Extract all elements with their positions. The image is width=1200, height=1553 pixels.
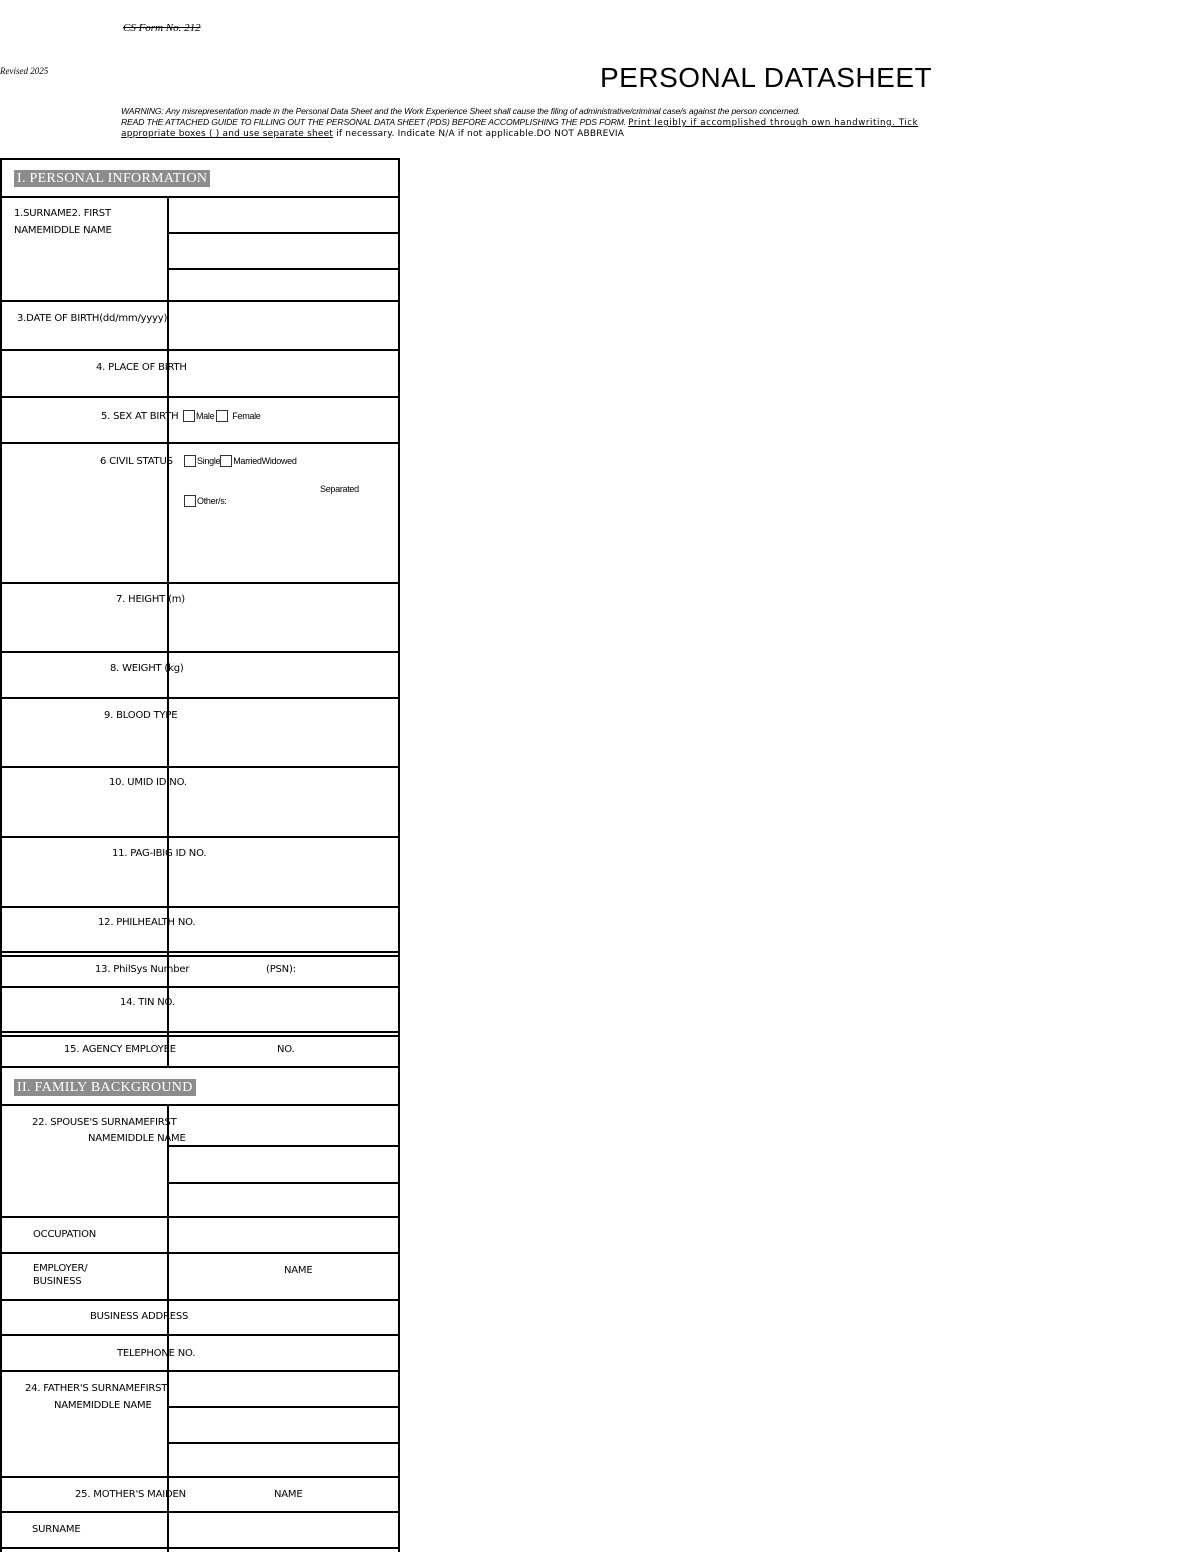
- label-place-of-birth: 4. PLACE OF BIRTH: [96, 362, 187, 373]
- father-surname-field[interactable]: [210, 1373, 396, 1405]
- row-line: [0, 158, 400, 160]
- spouse-surname-field[interactable]: [215, 1107, 396, 1143]
- label-father-line1: 24. FATHER'S SURNAMEFIRST: [25, 1383, 168, 1394]
- middle-name-field[interactable]: [170, 271, 396, 299]
- warning-line-1: WARNING: Any misrepresentation made in the Personal Data Sheet and the Work Experience Sheet shall cause the filing of administrative/criminal case/s against the person concerned.: [121, 106, 801, 116]
- section-personal-information: I. PERSONAL INFORMATION: [14, 170, 210, 187]
- row-line: [167, 1406, 400, 1408]
- row-line: [0, 766, 400, 768]
- row-line: [0, 582, 400, 584]
- option-separated: Separated: [320, 484, 359, 494]
- label-spouse-line1: 22. SPOUSE'S SURNAMEFIRST: [32, 1117, 177, 1128]
- label-philsys-psn: (PSN):: [266, 964, 296, 975]
- label-surname-line1: 1.SURNAME2. FIRST: [14, 208, 111, 219]
- label-mother-name: NAME: [274, 1489, 303, 1500]
- mother-maiden-name-field[interactable]: [315, 1479, 396, 1510]
- occupation-field[interactable]: [170, 1219, 396, 1251]
- row-line: [0, 1216, 400, 1218]
- row-line: [0, 1370, 400, 1372]
- row-line: [167, 1442, 400, 1444]
- label-surname-line2: NAMEMIDDLE NAME: [14, 225, 112, 236]
- row-line: [0, 1334, 400, 1336]
- height-field[interactable]: [205, 616, 396, 650]
- row-line: [0, 196, 400, 198]
- label-philsys: 13. PhilSys Number: [95, 964, 190, 975]
- row-line: [0, 1252, 400, 1254]
- tin-field[interactable]: [190, 989, 396, 1029]
- label-blood-type: 9. BLOOD TYPE: [104, 710, 178, 721]
- row-line: [0, 1066, 400, 1068]
- row-line: [167, 1145, 400, 1147]
- form-number: CS Form No. 212: [123, 22, 201, 34]
- label-tin: 14. TIN NO.: [120, 997, 175, 1008]
- row-line: [167, 232, 400, 234]
- date-of-birth-field[interactable]: [200, 303, 396, 347]
- label-sex-at-birth: [101, 408, 261, 425]
- warning-print-legibly: Print legibly if accomplished through own handwriting. Tick: [628, 118, 919, 128]
- label-agency-employee: 15. AGENCY EMPLOYEE: [64, 1044, 176, 1055]
- form-column-divider-family: [167, 1106, 169, 1552]
- philhealth-field[interactable]: [225, 909, 396, 949]
- business-address-field[interactable]: [215, 1302, 396, 1333]
- option-male: Male: [196, 411, 215, 421]
- row-line: [0, 697, 400, 699]
- row-line: [0, 1511, 400, 1513]
- employer-name-field[interactable]: [325, 1255, 396, 1298]
- warning-na-text: if necessary. Indicate N/A if not applicable.DO NOT ABBREVIA: [336, 129, 625, 139]
- form-column-divider: [167, 198, 169, 1068]
- civil-status-others: [184, 493, 227, 510]
- checkbox-female[interactable]: [216, 410, 228, 422]
- row-line: [0, 396, 400, 398]
- spouse-middle-name-field[interactable]: [170, 1185, 396, 1215]
- pagibig-field[interactable]: [230, 870, 396, 904]
- label-father-line2: NAMEMIDDLE NAME: [54, 1400, 152, 1411]
- telephone-field[interactable]: [220, 1337, 396, 1369]
- page-title: PERSONAL DATASHEET: [600, 62, 933, 93]
- philsys-field[interactable]: [305, 958, 396, 984]
- label-agency-no: NO.: [277, 1044, 295, 1055]
- checkbox-male[interactable]: [183, 410, 195, 422]
- section-family-background: II. FAMILY BACKGROUND: [14, 1079, 196, 1096]
- label-employer-name: NAME: [284, 1265, 313, 1276]
- place-of-birth-field[interactable]: [215, 352, 396, 394]
- label-weight: 8. WEIGHT (kg): [110, 663, 184, 674]
- label-civil-status: [100, 453, 297, 470]
- label-height: 7. HEIGHT (m): [116, 594, 186, 605]
- row-line: [0, 300, 400, 302]
- warning-tick-boxes: appropriate boxes ( ) and use separate sheet: [121, 129, 334, 139]
- label-employer-line2: BUSINESS: [33, 1276, 82, 1287]
- revision-note: Revised 2025: [0, 66, 49, 76]
- row-line: [0, 955, 400, 957]
- form-border-right: [398, 158, 400, 1552]
- label-telephone: TELEPHONE NO.: [117, 1348, 196, 1359]
- father-first-name-field[interactable]: [170, 1409, 396, 1441]
- row-line: [0, 906, 400, 908]
- row-line: [0, 836, 400, 838]
- label-date-of-birth: 3.DATE OF BIRTH(dd/mm/yyyy): [17, 313, 168, 324]
- row-line: [167, 1182, 400, 1184]
- option-female: Female: [232, 411, 261, 421]
- row-line: [0, 1031, 400, 1033]
- checkbox-others[interactable]: [184, 495, 196, 507]
- weight-field[interactable]: [205, 654, 396, 696]
- row-line: [0, 986, 400, 988]
- option-single: Single: [197, 456, 221, 466]
- checkbox-single[interactable]: [184, 455, 196, 467]
- label-mother-surname: SURNAME: [32, 1524, 81, 1535]
- warning-guide-text: READ THE ATTACHED GUIDE TO FILLING OUT THE PERSONAL DATA SHEET (PDS) BEFORE ACCOMPLISHING THE PDS FORM.: [121, 117, 627, 127]
- row-line: [0, 349, 400, 351]
- label-occupation: OCCUPATION: [33, 1229, 97, 1240]
- row-line: [0, 1035, 400, 1037]
- label-umid: 10. UMID ID NO.: [109, 777, 187, 788]
- row-line: [0, 442, 400, 444]
- option-widowed: Widowed: [261, 456, 297, 466]
- father-middle-name-field[interactable]: [170, 1445, 396, 1475]
- warning-line-3: [121, 129, 624, 139]
- blood-type-field[interactable]: [200, 730, 396, 764]
- checkbox-married[interactable]: [220, 455, 232, 467]
- spouse-first-name-field[interactable]: [170, 1148, 396, 1181]
- label-philhealth: 12. PHILHEALTH NO.: [98, 917, 196, 928]
- row-line: [0, 651, 400, 653]
- option-married: Married: [233, 456, 262, 466]
- label-spouse-line2: NAMEMIDDLE NAME: [88, 1133, 186, 1144]
- label-business-address: BUSINESS ADDRESS: [90, 1311, 189, 1322]
- label-sex-text: 5. SEX AT BIRTH: [101, 411, 179, 422]
- label-mother-maiden: 25. MOTHER'S MAIDEN: [75, 1489, 186, 1500]
- label-civil-text: 6 CIVIL STATUS: [100, 456, 173, 467]
- label-pagibig: 11. PAG-IBIG ID NO.: [112, 848, 207, 859]
- row-line: [0, 1104, 400, 1106]
- label-employer-line1: EMPLOYER/: [33, 1263, 88, 1274]
- first-name-field[interactable]: [170, 235, 396, 267]
- row-line: [0, 1547, 400, 1549]
- mother-surname-field[interactable]: [170, 1514, 396, 1546]
- warning-line-2: [121, 117, 918, 128]
- surname-field[interactable]: [170, 199, 396, 231]
- umid-field[interactable]: [210, 800, 396, 834]
- row-line: [0, 951, 400, 953]
- option-others: Other/s:: [197, 496, 227, 506]
- agency-employee-field[interactable]: [305, 1038, 396, 1064]
- row-line: [0, 1476, 400, 1478]
- row-line: [0, 1299, 400, 1301]
- row-line: [167, 268, 400, 270]
- form-border-left: [0, 158, 2, 1552]
